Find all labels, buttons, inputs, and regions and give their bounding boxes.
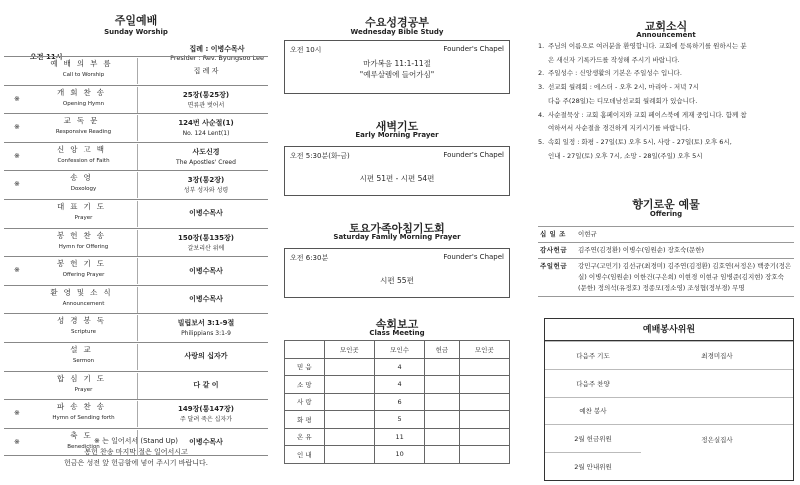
announcement-text: 여하셔서 사순절을 경건하게 지키시기를 바랍니다. bbox=[548, 124, 691, 133]
class-offering bbox=[425, 393, 459, 411]
announcement-number bbox=[538, 54, 548, 68]
class-name: 믿 음 bbox=[285, 358, 325, 376]
order-label bbox=[30, 87, 138, 113]
worship-order-row bbox=[4, 256, 268, 285]
committee-role: 예찬 봉사 bbox=[545, 397, 641, 425]
order-value-main: 124번 사순절(1) bbox=[178, 119, 234, 128]
footer-line: 봉헌 찬송 마지막 절은 일어서시고 bbox=[84, 448, 188, 456]
committee-person: 최경미집사 bbox=[641, 342, 793, 370]
committee-person: 정은실집사 bbox=[641, 425, 793, 453]
class-offering bbox=[425, 411, 459, 429]
committee-role: 2월 안내위원 bbox=[545, 453, 641, 481]
stand-up-mark: ※ bbox=[14, 266, 20, 275]
order-label bbox=[30, 401, 138, 427]
announcement-title-en: Announcement bbox=[636, 31, 696, 39]
order-value bbox=[144, 229, 268, 257]
order-label-ko: 신앙고백 bbox=[57, 144, 110, 154]
dawn-title: 새벽기도 bbox=[375, 120, 419, 133]
class-offering bbox=[425, 446, 459, 464]
order-value bbox=[144, 400, 268, 428]
order-label-en: Prayer bbox=[74, 386, 93, 393]
class-place bbox=[324, 428, 374, 446]
order-value bbox=[144, 57, 268, 85]
offering-type: 감사헌금 bbox=[538, 243, 576, 259]
wednesday-place: Founder's Chapel bbox=[443, 45, 504, 53]
class-place2 bbox=[459, 393, 509, 411]
wednesday-passage: 마가복음 11:1-11절 bbox=[363, 59, 431, 68]
class-name: 화 평 bbox=[285, 411, 325, 429]
committee-title: 예배봉사위원 bbox=[545, 319, 793, 341]
announcement-text: 속회 일정 : 화평 - 27일(토) 오후 5시, 사랑 - 27일(토) 오후 6시, bbox=[548, 137, 732, 146]
order-value-main: 25장(통25장) bbox=[182, 90, 230, 99]
order-label-en: Sermon bbox=[72, 357, 95, 364]
committee-role: 다음주 찬양 bbox=[545, 369, 641, 397]
order-value-main: 다 같 이 bbox=[193, 381, 219, 390]
class-name: 온 유 bbox=[285, 428, 325, 446]
order-label-ko: 성경봉독 bbox=[57, 316, 110, 326]
order-value-sub: 갈보리산 위에 bbox=[187, 244, 225, 252]
worship-order-row bbox=[4, 285, 268, 314]
order-label bbox=[30, 201, 138, 227]
order-value bbox=[144, 257, 268, 285]
footer-line: ※ 는 일어서서 (Stand Up) bbox=[94, 437, 178, 445]
order-label-ko: 축도 bbox=[70, 430, 97, 440]
order-value-sub: 성부 성자와 성령 bbox=[183, 187, 229, 195]
announcement-item bbox=[538, 40, 794, 54]
order-value-sub: 면류관 벗어서 bbox=[187, 101, 225, 109]
order-value-main: 이병수목사 bbox=[189, 438, 223, 447]
order-label-en: Hymn for Offering bbox=[58, 243, 109, 250]
order-value-main: 이병수목사 bbox=[189, 209, 223, 218]
committee-role: 다음주 기도 bbox=[545, 342, 641, 370]
class-meeting-table bbox=[284, 340, 510, 464]
class-place bbox=[324, 393, 374, 411]
announcement-text: 선교회 월례회 : 에스더 - 오후 2시, 마리아 - 저녁 7시 bbox=[548, 83, 699, 92]
order-label bbox=[30, 115, 138, 141]
worship-order-row bbox=[4, 228, 268, 257]
announcement-text: 주일성수 : 신앙생활의 기본은 주일성수 입니다. bbox=[548, 69, 682, 78]
order-label-ko: 예배의부름 bbox=[50, 59, 117, 68]
announcement-text: 주님의 이름으로 여러분을 환영합니다. 교회에 등록하기를 원하시는 분 bbox=[548, 42, 747, 50]
order-label bbox=[30, 287, 138, 313]
worship-order-row bbox=[4, 313, 268, 342]
wednesday-title: 수요성경공부 bbox=[365, 16, 429, 29]
announcement-number: 4. bbox=[538, 110, 545, 119]
announcement-item bbox=[538, 122, 794, 136]
middle-column bbox=[284, 0, 522, 485]
class-name: 소 망 bbox=[285, 376, 325, 394]
order-label-en: Scripture bbox=[71, 329, 96, 336]
worship-order-row bbox=[4, 142, 268, 171]
announcement-text: 은 새신자 기록카드를 작성해 주시기 바랍니다. bbox=[548, 55, 680, 64]
worship-order-row bbox=[4, 399, 268, 428]
dawn-passage: 시편 51편 - 시편 54편 bbox=[359, 174, 435, 183]
offering-row bbox=[538, 243, 794, 259]
stand-up-mark: ※ bbox=[14, 94, 20, 103]
class-meeting-header-row bbox=[285, 341, 510, 359]
announcement-text: 사순절묵상 : 교회 홈페이지와 교회 페이스북에 게재 중입니다. 함께 참 bbox=[548, 110, 747, 119]
class-place2 bbox=[459, 376, 509, 394]
order-value-main: 사랑의 십자가 bbox=[184, 352, 228, 361]
class-place2 bbox=[459, 358, 509, 376]
worship-order-row bbox=[4, 85, 268, 114]
order-label-ko: 개회찬송 bbox=[57, 87, 110, 97]
order-label bbox=[30, 58, 138, 84]
announcement-item bbox=[538, 54, 794, 68]
announcement-title: 교회소식 bbox=[644, 20, 688, 33]
order-value-sub: Philippians 3:1-9 bbox=[181, 330, 231, 338]
order-label-ko: 파송찬송 bbox=[57, 402, 110, 412]
class-place bbox=[324, 446, 374, 464]
saturday-line bbox=[285, 249, 509, 263]
class-count: 4 bbox=[374, 358, 424, 376]
presider-ko: 집례 : 이병수목사 bbox=[189, 45, 245, 53]
stand-up-mark: ※ bbox=[14, 180, 20, 189]
class-count: 6 bbox=[374, 393, 424, 411]
announcement-number bbox=[538, 150, 548, 164]
class-meeting-row bbox=[285, 393, 510, 411]
class-meeting-row bbox=[285, 411, 510, 429]
right-column bbox=[530, 0, 798, 485]
order-label-en: Announcement bbox=[62, 300, 105, 307]
offering-table bbox=[538, 226, 794, 297]
dawn-title-en: Early Morning Prayer bbox=[355, 131, 439, 139]
order-label-ko: 합심기도 bbox=[57, 373, 110, 383]
class-count: 4 bbox=[374, 376, 424, 394]
worship-order-row bbox=[4, 199, 268, 228]
dawn-box bbox=[284, 146, 510, 196]
dawn-place: Founder's Chapel bbox=[443, 151, 504, 159]
worship-title: 주일예배 bbox=[114, 14, 158, 27]
class-meeting-header: 모인곳 bbox=[459, 341, 509, 359]
order-label bbox=[30, 315, 138, 341]
worship-order-row bbox=[4, 342, 268, 371]
announcement-item bbox=[538, 81, 794, 95]
stand-up-mark: ※ bbox=[14, 123, 20, 132]
announcement-text: 다음 주(28일)는 디모데남선교회 월례회가 있습니다. bbox=[548, 96, 698, 105]
class-offering bbox=[425, 376, 459, 394]
order-value-main: 이병수목사 bbox=[189, 295, 223, 304]
class-meeting-header: 모인수 bbox=[374, 341, 424, 359]
class-count: 11 bbox=[374, 428, 424, 446]
order-label bbox=[30, 172, 138, 198]
order-label-ko: 봉헌찬송 bbox=[57, 230, 110, 240]
order-label bbox=[30, 344, 138, 370]
dawn-line bbox=[285, 147, 509, 161]
order-value-main: 사도신경 bbox=[192, 147, 220, 156]
worship-order-row bbox=[4, 56, 268, 85]
offering-title: 향기로운 예물 bbox=[632, 198, 700, 211]
dawn-time: 오전 5:30분(화-금) bbox=[290, 152, 350, 160]
order-label-en: Benediction bbox=[67, 443, 100, 450]
committee-row bbox=[545, 453, 793, 481]
class-count: 5 bbox=[374, 411, 424, 429]
order-label bbox=[30, 144, 138, 170]
committee-row bbox=[545, 342, 793, 370]
committee-table bbox=[545, 341, 793, 480]
order-label-en: Opening Hymn bbox=[62, 100, 105, 107]
order-value bbox=[144, 114, 268, 142]
offering-names: 김주연(김정환) 이병수(임원순) 장호숙(문한) bbox=[576, 243, 794, 259]
order-label-en: Call to Worship bbox=[62, 72, 105, 78]
announcement-number bbox=[538, 95, 548, 109]
class-meeting-row bbox=[285, 428, 510, 446]
class-meeting-row bbox=[285, 358, 510, 376]
order-label-ko: 송영 bbox=[70, 173, 97, 183]
order-label-ko: 설교 bbox=[70, 344, 97, 354]
class-name: 인 내 bbox=[285, 446, 325, 464]
offering-row bbox=[538, 227, 794, 243]
order-value-sub: The Apostles' Creed bbox=[176, 158, 236, 166]
saturday-title-en: Saturday Family Morning Prayer bbox=[333, 233, 461, 241]
worship-order-row bbox=[4, 371, 268, 400]
order-value-main: 3장(통2장) bbox=[187, 176, 225, 185]
class-place bbox=[324, 358, 374, 376]
class-meeting-header: 모인곳 bbox=[324, 341, 374, 359]
order-value bbox=[144, 314, 268, 342]
order-value bbox=[144, 200, 268, 228]
class-meeting-header: 헌금 bbox=[425, 341, 459, 359]
class-place bbox=[324, 411, 374, 429]
committee-person bbox=[641, 453, 793, 481]
announcement-number: 2. bbox=[538, 69, 545, 78]
order-value bbox=[144, 86, 268, 114]
stand-up-mark: ※ bbox=[14, 409, 20, 418]
saturday-passage: 시편 55편 bbox=[380, 276, 414, 285]
class-offering bbox=[425, 358, 459, 376]
order-label-en: Hymn of Sending forth bbox=[52, 415, 115, 422]
class-place bbox=[324, 376, 374, 394]
order-label-en: Responsive Reading bbox=[55, 129, 112, 136]
class-meeting-title-en: Class Meeting bbox=[369, 329, 425, 337]
offering-row bbox=[538, 259, 794, 297]
offering-type: 십 일 조 bbox=[538, 227, 576, 243]
wednesday-line bbox=[285, 41, 509, 55]
order-value bbox=[144, 286, 268, 314]
saturday-title: 토요가족아침기도회 bbox=[349, 222, 445, 235]
offering-names: 강민구(고민기) 김선규(최경미) 김주연(김정환) 김호연(서정은) 백중기(정은실) 이병수(임원순) 이한건(구은희) 이현경 이현규 임병준(김지현) 장호숙(문한) 정의석(유정호) 정종모(정소영) 조성협(정부경) 무명 bbox=[576, 259, 794, 297]
order-value bbox=[144, 372, 268, 400]
stand-up-mark: ※ bbox=[14, 437, 20, 446]
offering-title-en: Offering bbox=[649, 210, 683, 218]
announcement-item bbox=[538, 95, 794, 109]
worship-title-en: Sunday Worship bbox=[104, 28, 168, 36]
order-value bbox=[144, 343, 268, 371]
committee-person bbox=[641, 369, 793, 397]
announcement-item bbox=[538, 136, 794, 150]
committee-role: 2월 헌금위원 bbox=[545, 425, 641, 453]
order-label-ko: 대표기도 bbox=[57, 201, 110, 211]
wednesday-topic: "예루살렘에 들어가심" bbox=[359, 70, 435, 79]
class-name: 사 랑 bbox=[285, 393, 325, 411]
wednesday-box bbox=[284, 40, 510, 94]
order-label-ko: 환영및소식 bbox=[50, 287, 117, 297]
order-value-main: 이병수목사 bbox=[189, 266, 223, 275]
order-label-ko: 교독문 bbox=[63, 116, 104, 126]
worship-committee-box bbox=[544, 318, 794, 481]
announcement-list bbox=[538, 40, 794, 163]
announcement-number: 1. bbox=[538, 42, 545, 50]
order-value bbox=[144, 143, 268, 171]
class-meeting-header bbox=[285, 341, 325, 359]
order-value-main: 빌립보서 3:1-9절 bbox=[177, 319, 235, 328]
wednesday-time: 오전 10시 bbox=[290, 46, 322, 54]
order-label-en: Offering Prayer bbox=[62, 272, 105, 279]
order-label bbox=[30, 373, 138, 399]
order-label-en: Prayer bbox=[74, 214, 93, 221]
announcement-item bbox=[538, 109, 794, 123]
class-meeting-row bbox=[285, 446, 510, 464]
order-label bbox=[30, 230, 138, 256]
committee-row bbox=[545, 425, 793, 453]
class-place2 bbox=[459, 428, 509, 446]
announcement-text: 인내 - 27일(토) 오후 7시, 소망 - 28일(주일) 오후 5시 bbox=[548, 151, 703, 160]
order-value-main: 149장(통147장) bbox=[178, 405, 234, 414]
offering-type: 주일헌금 bbox=[538, 259, 576, 297]
committee-row bbox=[545, 369, 793, 397]
worship-footer bbox=[4, 436, 268, 469]
committee-row bbox=[545, 397, 793, 425]
order-value-main: 150장(통135장) bbox=[178, 233, 234, 242]
order-value bbox=[144, 171, 268, 199]
order-label bbox=[30, 258, 138, 284]
class-place2 bbox=[459, 411, 509, 429]
announcement-number: 3. bbox=[538, 83, 545, 92]
order-label-en: Confession of Faith bbox=[57, 157, 110, 164]
worship-order-row bbox=[4, 170, 268, 199]
saturday-time: 오전 6:30분 bbox=[290, 254, 329, 262]
presider-en: Presider : Rev. Byungsoo Lee bbox=[170, 54, 264, 62]
footer-line: 헌금은 성전 앞 헌금함에 넣어 주시기 바랍니다. bbox=[63, 459, 209, 467]
announcement-number: 5. bbox=[538, 137, 545, 146]
worship-time: 오전 11시 bbox=[30, 53, 63, 61]
class-meeting-row bbox=[285, 376, 510, 394]
order-label-ko: 봉헌기도 bbox=[57, 259, 110, 269]
order-value-sub: No. 124 Lent(1) bbox=[182, 130, 230, 138]
sunday-worship-section bbox=[4, 0, 268, 485]
class-offering bbox=[425, 428, 459, 446]
wednesday-title-en: Wednesday Bible Study bbox=[350, 28, 444, 36]
stand-up-mark: ※ bbox=[14, 151, 20, 160]
order-of-worship bbox=[4, 56, 268, 456]
saturday-place: Founder's Chapel bbox=[443, 253, 504, 261]
class-place2 bbox=[459, 446, 509, 464]
announcement-item bbox=[538, 150, 794, 164]
class-count: 10 bbox=[374, 446, 424, 464]
announcement-number bbox=[538, 122, 548, 136]
announcement-item bbox=[538, 67, 794, 81]
worship-order-row bbox=[4, 113, 268, 142]
saturday-box bbox=[284, 248, 510, 298]
class-meeting-title: 속회보고 bbox=[375, 318, 419, 331]
offering-names: 이현규 bbox=[576, 227, 794, 243]
committee-person bbox=[641, 397, 793, 425]
order-value-main: 집 례 자 bbox=[193, 66, 219, 75]
order-value-sub: 주 달려 죽은 십자가 bbox=[179, 416, 233, 424]
order-label-en: Doxology bbox=[70, 186, 97, 193]
